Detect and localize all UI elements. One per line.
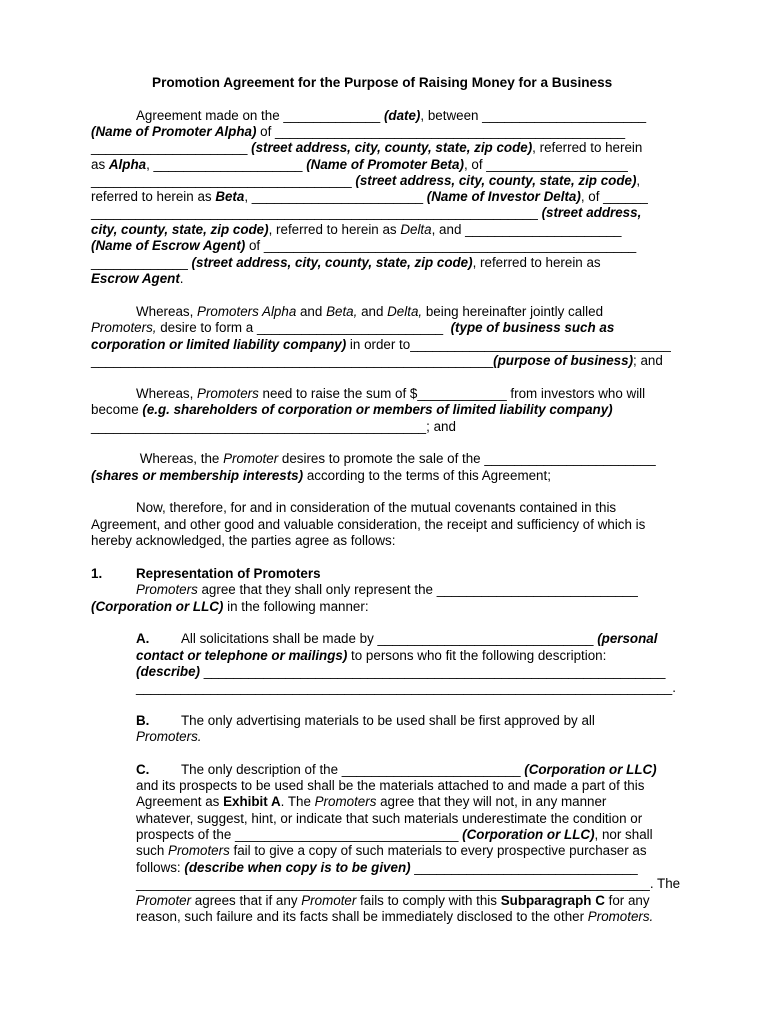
text-line — [136, 648, 606, 664]
text-line — [91, 566, 102, 582]
text-segment: (street address, city, county, state, zip code) — [191, 255, 473, 270]
text-segment: referred to herein as — [91, 189, 216, 204]
text-segment: (Name of Escrow Agent) — [91, 238, 246, 253]
text-line — [91, 419, 456, 435]
text-segment: . — [179, 271, 184, 286]
text-segment: according to the terms of this Agreement; — [303, 468, 551, 483]
text-line — [91, 517, 645, 533]
text-segment: (date) — [383, 108, 421, 123]
text-segment: desires to promote the sale of the _______________________ — [278, 451, 656, 466]
text-segment: (purpose of business) — [493, 353, 634, 368]
text-segment: _____________________________________________________________________. The — [136, 876, 681, 891]
text-line — [91, 222, 622, 238]
text-segment: being hereinafter jointly called — [422, 304, 604, 319]
text-segment: as — [91, 157, 109, 172]
text-line — [136, 876, 680, 892]
text-line — [91, 271, 184, 287]
text-segment: Subparagraph C — [500, 893, 605, 908]
text-segment: need to raise the sum of $____________ from investors who will — [258, 386, 646, 401]
text-segment: contact or telephone or mailings) — [136, 648, 348, 663]
text-segment: desire to form a _________________________ — [156, 320, 451, 335]
text-line — [91, 402, 613, 418]
text-segment: _____________ — [91, 255, 192, 270]
text-segment: and — [357, 304, 388, 319]
text-line — [136, 893, 650, 909]
text-segment: ____________________________________________________________ — [91, 205, 542, 220]
text-segment: Promoters. — [587, 909, 654, 924]
text-line — [136, 582, 638, 598]
text-segment: Beta — [215, 189, 245, 204]
text-line — [136, 860, 638, 876]
text-segment: Promoters — [168, 843, 230, 858]
text-line — [91, 599, 369, 615]
text-segment: B. — [136, 713, 150, 728]
text-line — [136, 108, 646, 124]
text-segment: ______________________________ — [410, 860, 638, 875]
text-segment: follows: — [136, 860, 185, 875]
text-segment: Whereas, — [136, 386, 198, 401]
text-segment: Promoters — [197, 386, 259, 401]
text-segment: Agreement, and other good and valuable consideration, the receipt and sufficiency of which is — [91, 517, 646, 532]
text-line — [136, 304, 603, 320]
text-line — [91, 533, 395, 549]
text-segment: The only description of the ________________________ — [181, 762, 525, 777]
text-segment: . The — [280, 794, 315, 809]
text-segment: , of ______ — [580, 189, 648, 204]
text-segment: , ____________________ — [146, 157, 307, 172]
text-segment: , _______________________ — [244, 189, 427, 204]
text-line — [136, 500, 616, 516]
text-line — [136, 566, 321, 582]
text-segment: agrees that if any — [191, 893, 302, 908]
text-line — [136, 827, 653, 843]
text-segment: of _______________________________________________ — [256, 124, 626, 139]
text-segment: Escrow Agent — [91, 271, 180, 286]
text-segment: agree that they shall only represent the ___________________________ — [197, 582, 638, 597]
text-segment: (e.g. shareholders of corporation or members of limited liability company) — [142, 402, 613, 417]
text-line — [136, 631, 149, 647]
text-segment: A. — [136, 631, 150, 646]
text-segment: reason, such failure and its facts shall be immediately disclosed to the other — [136, 909, 588, 924]
text-segment: The only advertising materials to be used shall be first approved by all — [181, 713, 595, 728]
text-line — [136, 762, 149, 778]
text-segment: for any — [604, 893, 650, 908]
text-line — [136, 778, 644, 794]
text-segment: Agreement as — [136, 794, 224, 809]
text-segment: ________________________________________________________________________. — [136, 680, 676, 695]
text-segment: corporation or limited liability company) — [91, 337, 347, 352]
text-segment: Promoters — [136, 582, 198, 597]
text-segment: (Corporation or LLC) — [91, 599, 224, 614]
text-segment: of __________________________________________________ — [245, 238, 637, 253]
text-segment: Agreement made on the _____________ — [136, 108, 384, 123]
text-segment: Delta — [400, 222, 432, 237]
text-segment: agree that they will not, in any manner — [376, 794, 607, 809]
text-segment: (describe when copy is to be given) — [184, 860, 411, 875]
text-segment: Promoter — [223, 451, 279, 466]
text-segment: in the following manner: — [223, 599, 369, 614]
text-segment: , of ___________________ — [463, 157, 628, 172]
text-segment: (Name of Investor Delta) — [426, 189, 581, 204]
text-line — [136, 680, 676, 696]
text-segment: and its prospects to be used shall be the materials attached to and made a part of this — [136, 778, 645, 793]
text-segment: become — [91, 402, 143, 417]
text-line — [136, 386, 645, 402]
text-segment: Promoters, — [91, 320, 157, 335]
text-segment: ; and — [633, 353, 663, 368]
text-segment: ______________________________________________________ — [91, 353, 494, 368]
text-line — [136, 794, 606, 810]
text-segment: Promoters. — [136, 729, 202, 744]
text-segment: such — [136, 843, 169, 858]
text-segment: hereby acknowledged, the parties agree as follows: — [91, 533, 396, 548]
text-line — [136, 811, 642, 827]
text-segment: (street address, city, county, state, zip code) — [251, 140, 533, 155]
text-segment: Promoters Alpha — [197, 304, 297, 319]
text-segment: Promoter — [136, 893, 192, 908]
text-segment: Promoter — [301, 893, 357, 908]
text-segment: fails to comply with this — [356, 893, 501, 908]
text-line — [136, 909, 653, 925]
text-segment: _____________________ — [91, 140, 252, 155]
text-segment: Exhibit A — [223, 794, 281, 809]
text-segment: , — [636, 173, 641, 188]
text-segment: whatever, suggest, hint, or indicate that such materials underestimate the condition or — [136, 811, 643, 826]
text-segment: prospects of the ______________________________ — [136, 827, 463, 842]
text-segment: (street address, — [541, 205, 642, 220]
text-segment: (shares or membership interests) — [91, 468, 304, 483]
text-line — [136, 729, 201, 745]
text-segment: Alpha — [108, 157, 147, 172]
text-line — [91, 140, 642, 156]
text-segment: Promoters — [314, 794, 377, 809]
text-segment: (Corporation or LLC) — [524, 762, 657, 777]
text-segment: Representation of Promoters — [136, 566, 321, 581]
text-segment: (type of business such as — [450, 320, 615, 335]
text-segment: (street address, city, county, state, zip code) — [355, 173, 637, 188]
text-segment: All solicitations shall be made by _____________________________ — [181, 631, 598, 646]
text-segment: and — [296, 304, 327, 319]
text-segment: 1. — [91, 566, 103, 581]
text-segment: , referred to herein — [532, 140, 643, 155]
text-segment: Beta, — [326, 304, 358, 319]
text-segment: , referred to herein as — [472, 255, 601, 270]
text-segment: Delta, — [387, 304, 423, 319]
text-line — [181, 713, 595, 729]
text-segment: (describe) — [136, 664, 200, 679]
text-line — [136, 451, 656, 467]
text-segment: , referred to herein as — [268, 222, 401, 237]
text-line — [91, 255, 601, 271]
text-segment: (Name of Promoter Beta) — [306, 157, 464, 172]
text-line — [181, 631, 657, 647]
text-segment: (Corporation or LLC) — [462, 827, 595, 842]
text-segment: in order to___________________________________ — [346, 337, 671, 352]
text-segment: , between ______________________ — [420, 108, 647, 123]
text-line — [91, 320, 614, 336]
document-title: Promotion Agreement for the Purpose of Raising Money for a Business — [152, 75, 613, 90]
text-segment: ______________________________________________________________ — [200, 664, 666, 679]
text-segment: , nor shall — [594, 827, 653, 842]
text-segment: to persons who fit the following description: — [347, 648, 607, 663]
text-line — [181, 762, 657, 778]
text-segment: , and _____________________ — [431, 222, 622, 237]
text-segment: (personal — [597, 631, 658, 646]
text-line — [91, 353, 663, 369]
text-line — [91, 468, 551, 484]
text-line — [136, 713, 149, 729]
text-segment: Now, therefore, for and in consideration of the mutual covenants contained in this — [136, 500, 617, 515]
text-segment: Whereas, the — [136, 451, 224, 466]
text-line — [91, 205, 641, 221]
text-segment: fail to give a copy of such materials to every prospective purchaser as — [229, 843, 647, 858]
text-line — [136, 664, 665, 680]
text-line — [91, 173, 640, 189]
text-segment: (Name of Promoter Alpha) — [91, 124, 257, 139]
text-line — [91, 124, 625, 140]
text-line — [91, 238, 636, 254]
text-line — [91, 337, 671, 353]
text-segment: Whereas, — [136, 304, 198, 319]
text-line — [91, 189, 648, 205]
text-line — [91, 157, 628, 173]
text-segment: ___________________________________ — [91, 173, 356, 188]
text-line — [136, 843, 647, 859]
text-segment: C. — [136, 762, 150, 777]
text-segment: city, county, state, zip code) — [91, 222, 269, 237]
text-segment: _____________________________________________; and — [91, 419, 456, 434]
